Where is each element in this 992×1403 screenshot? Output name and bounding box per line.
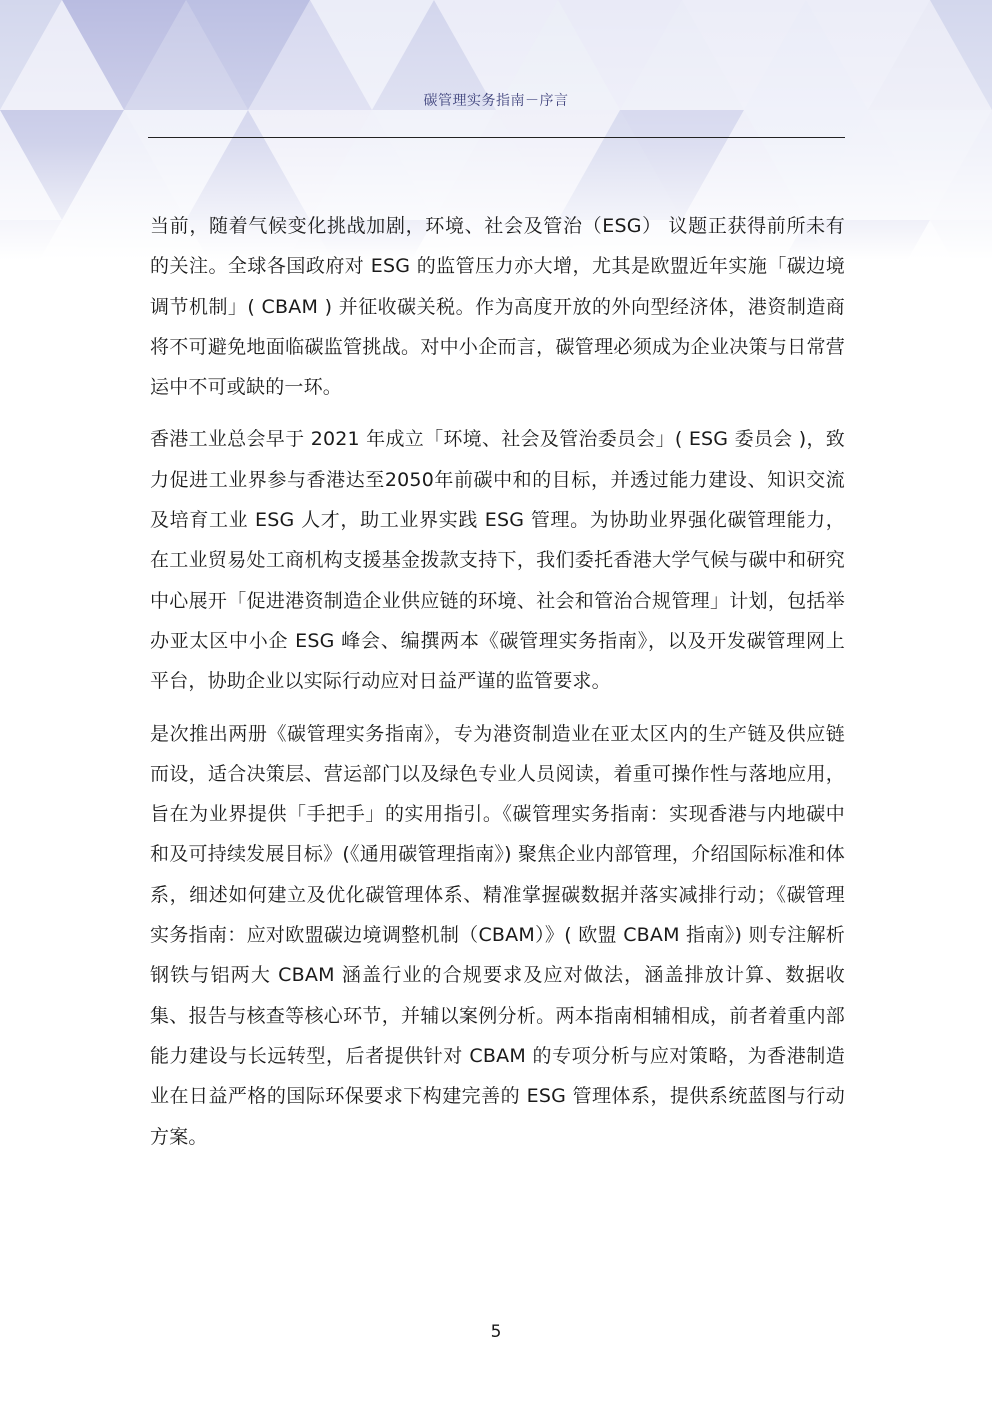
paragraph-2: 香港工业总会早于 2021 年成立「环境、社会及管治委员会」( ESG 委员会 )，致力促进工业界参与香港达至2050年前碳中和的目标，并透过能力建设、知识交流及培育工业 ESG 人才，助工业界实践 ESG 管理。为协助业界强化碳管理能力，在工业贸易处工商机构支援基金拨款支持下，我们委托香港大学气候与碳中和研究中心展开「促进港资制造企业供应链的环境、社会和管治合规管理」计划，包括举办亚太区中小企 ESG 峰会、编撰两本《碳管理实务指南》，以及开发碳管理网上平台，协助企业以实际行动应对日益严谨的监管要求。 — [150, 428, 845, 693]
paragraph-1: 当前，随着气候变化挑战加剧，环境、社会及管治（ESG） 议题正获得前所未有的关注。全球各国政府对 ESG 的监管压力亦大增，尤其是欧盟近年实施「碳边境调节机制」( CBAM ) 并征收碳关税。作为高度开放的外向型经济体，港资制造商将不可避免地面临碳监管挑战。对中小企而言，碳管理必须成为企业决策与日常营运中不可或缺的一环。 — [150, 215, 845, 399]
running-header-title: 碳管理实务指南－序言 — [423, 93, 569, 109]
body-text — [150, 206, 845, 1169]
paragraph-3: 是次推出两册《碳管理实务指南》，专为港资制造业在亚太区内的生产链及供应链而设，适合决策层、营运部门以及绿色专业人员阅读，着重可操作性与落地应用，旨在为业界提供「手把手」的实用指引。《碳管理实务指南：实现香港与内地碳中和及可持续发展目标》(《通用碳管理指南》) 聚焦企业内部管理，介绍国际标准和体系，细述如何建立及优化碳管理体系、精准掌握碳数据并落实减排行动；《碳管理实务指南：应对欧盟碳边境调整机制（CBAM）》( 欧盟 CBAM 指南》) 则专注解析钢铁与铝两大 CBAM 涵盖行业的合规要求及应对做法，涵盖排放计算、数据收集、报告与核查等核心环节，并辅以案例分析。两本指南相辅相成，前者着重内部能力建设与长远转型，后者提供针对 CBAM 的专项分析与应对策略，为香港制造业在日益严格的国际环保要求下构建完善的 ESG 管理体系，提供系统蓝图与行动方案。 — [150, 722, 845, 1148]
header-divider — [148, 137, 845, 138]
page-number: 5 — [490, 1322, 502, 1342]
